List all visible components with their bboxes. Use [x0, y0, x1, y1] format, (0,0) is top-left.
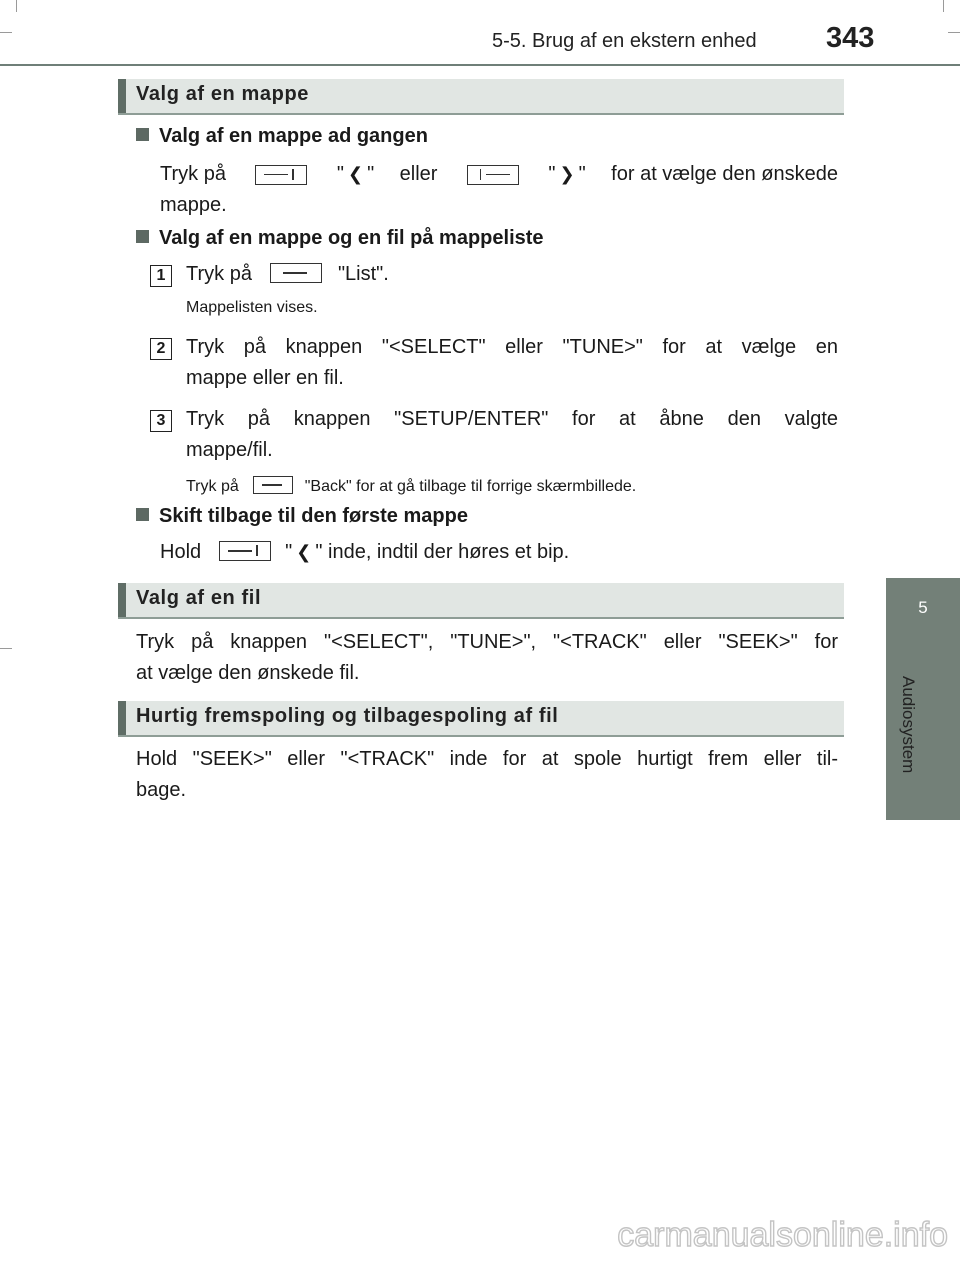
paragraph-seek [136, 744, 838, 806]
chevron-left-icon: ❮ [347, 164, 364, 184]
crop-mark [948, 32, 960, 33]
step-3-line2: mappe/fil. [186, 439, 273, 461]
step-3-note [186, 476, 636, 496]
text-after: " inde, indtil der høres et bip. [315, 541, 570, 563]
step-1-note: Mappelisten vises. [186, 299, 318, 316]
step-number-3: 3 [150, 410, 172, 432]
section-title: Hurtig fremspoling og tilbagespoling af fil [136, 705, 559, 727]
watermark-text [590, 1210, 950, 1260]
running-header-section: 5-5. Brug af en ekstern enhed [492, 30, 757, 52]
chapter-tab-number: 5 [918, 598, 928, 617]
step-3-text [186, 404, 838, 466]
crop-mark [16, 0, 17, 12]
section-title: Valg af en fil [136, 587, 262, 609]
text-line2: mappe. [160, 194, 227, 216]
bullet-square-icon [136, 508, 149, 521]
preset-button-icon [270, 263, 322, 283]
chevron-right-icon: ❯ [559, 164, 575, 184]
paragraph-file [136, 627, 838, 689]
text-list: "List". [337, 263, 389, 285]
seek-left-button-icon [219, 541, 271, 561]
paragraph-line [160, 159, 838, 190]
chevron-left-icon: ❮ [296, 542, 312, 562]
step-2-line2: mappe eller en fil. [186, 367, 344, 389]
file-line1: Tryk på knappen "<SELECT", "TUNE>", "<TRACK" eller "SEEK>" for [136, 631, 838, 653]
back-button-icon [253, 476, 293, 494]
crop-mark [0, 32, 12, 33]
bullet-square-icon [136, 128, 149, 141]
chapter-tab-label [874, 676, 934, 826]
text-back: "Back" for at gå tilbage til forrige skærmbillede. [304, 478, 637, 495]
step-2-text [186, 332, 838, 394]
subheading-text: Valg af en mappe og en fil på mappeliste [159, 227, 544, 249]
paragraph-back-to-first: Hold " ❮ " inde, indtil der høres et bip. [160, 541, 570, 563]
text-press: Tryk på [160, 163, 226, 185]
bullet-square-icon [136, 230, 149, 243]
section-heading-seek [118, 701, 844, 737]
section-heading-file [118, 583, 844, 619]
page-number: 343 [826, 22, 875, 54]
crop-mark [0, 648, 12, 649]
crop-mark [943, 0, 944, 12]
seek-line1: Hold "SEEK>" eller "<TRACK" inde for at spole hurtigt frem eller til- [136, 748, 838, 770]
section-title: Valg af en mappe [136, 83, 309, 105]
step-2-line1: Tryk på knappen "<SELECT" eller "TUNE>" for at vælge en [186, 336, 838, 358]
section-heading-folder [118, 79, 844, 115]
watermark [590, 1210, 950, 1260]
step-number-2: 2 [150, 338, 172, 360]
text-tail: for at vælge den ønskede [611, 163, 838, 185]
subheading-text: Valg af en mappe ad gangen [159, 125, 428, 147]
text-or: eller [399, 163, 438, 185]
subheading-from-list [136, 227, 544, 250]
seek-right-button-icon [467, 165, 519, 185]
file-line2: at vælge den ønskede fil. [136, 662, 360, 684]
header-rule [0, 64, 960, 66]
text-press: Tryk på [186, 478, 239, 495]
chapter-tab-label-text: Audiosystem [899, 676, 918, 774]
paragraph-one-at-a-time [160, 159, 838, 221]
chevron-group-left: " ❮ " [336, 163, 375, 185]
seek-line2: bage. [136, 779, 187, 801]
subheading-text: Skift tilbage til den første mappe [159, 505, 468, 527]
svg-text:carmanualsonline.info: carmanualsonline.info [617, 1216, 948, 1254]
text-hold: Hold [160, 541, 202, 563]
text-press: Tryk på [186, 263, 252, 285]
step-number-1: 1 [150, 265, 172, 287]
step-3-line1: Tryk på knappen "SETUP/ENTER" for at åbne den valgte [186, 408, 838, 430]
subheading-back-to-first [136, 505, 468, 528]
step-1-text [186, 259, 389, 290]
chevron-group-right: " ❯ " [548, 163, 586, 185]
subheading-one-at-a-time [136, 125, 428, 148]
seek-left-button-icon [255, 165, 307, 185]
